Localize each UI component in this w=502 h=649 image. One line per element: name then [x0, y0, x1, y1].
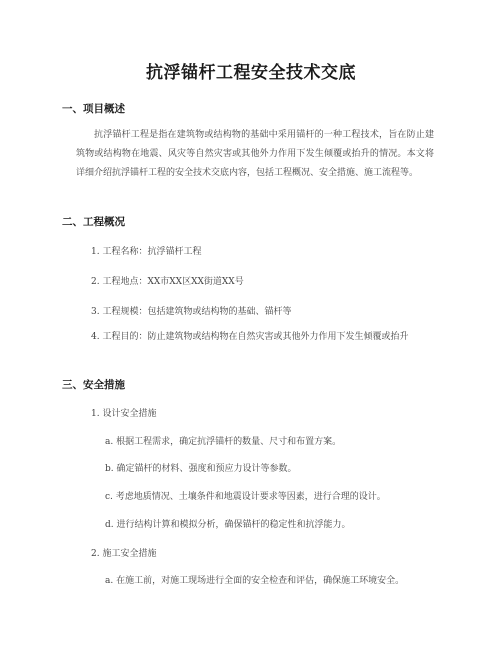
design-measure-item: d. 进行结构计算和模拟分析，确保锚杆的稳定性和抗浮能力。 — [105, 520, 351, 530]
project-info-item-name: 1. 工程名称：抗浮锚杆工程 — [91, 247, 202, 257]
section-heading-project-info: 二、工程概况 — [62, 216, 125, 228]
project-info-item-scale: 3. 工程规模：包括建筑物或结构物的基础、锚杆等 — [91, 307, 292, 317]
design-measure-item: b. 确定锚杆的材料、强度和预应力设计等参数。 — [105, 464, 297, 474]
section-heading-safety: 三、安全措施 — [62, 379, 125, 391]
project-info-item-purpose: 4. 工程目的：防止建筑物或结构物在自然灾害或其他外力作用下发生倾覆或抬升 — [91, 332, 409, 342]
safety-group-label-design: 1. 设计安全措施 — [91, 409, 157, 419]
safety-group-label-construction: 2. 施工安全措施 — [91, 549, 157, 559]
design-measure-item: c. 考虑地质情况、土壤条件和地震设计要求等因素，进行合理的设计。 — [105, 492, 386, 502]
section-heading-overview: 一、项目概述 — [62, 103, 125, 115]
document-title: 抗浮锚杆工程安全技术交底 — [146, 63, 356, 83]
design-measure-item: a. 根据工程需求，确定抗浮锚杆的数量、尺寸和布置方案。 — [105, 437, 342, 447]
construction-measure-item: a. 在施工前，对施工现场进行全面的安全检查和评估，确保施工环境安全。 — [105, 576, 405, 586]
overview-paragraph: 抗浮锚杆工程是指在建筑物或结构物的基础中采用锚杆的一种工程技术，旨在防止建筑物或结构物在地震、风灾等自然灾害或其他外力作用下发生倾覆或抬升的情况。本文将详细介绍抗浮锚杆工程的安全技术交底内容，包括工程概况、安全措施、施工流程等。 — [76, 130, 434, 178]
project-info-item-location: 2. 工程地点：XX市XX区XX街道XX号 — [91, 277, 244, 287]
